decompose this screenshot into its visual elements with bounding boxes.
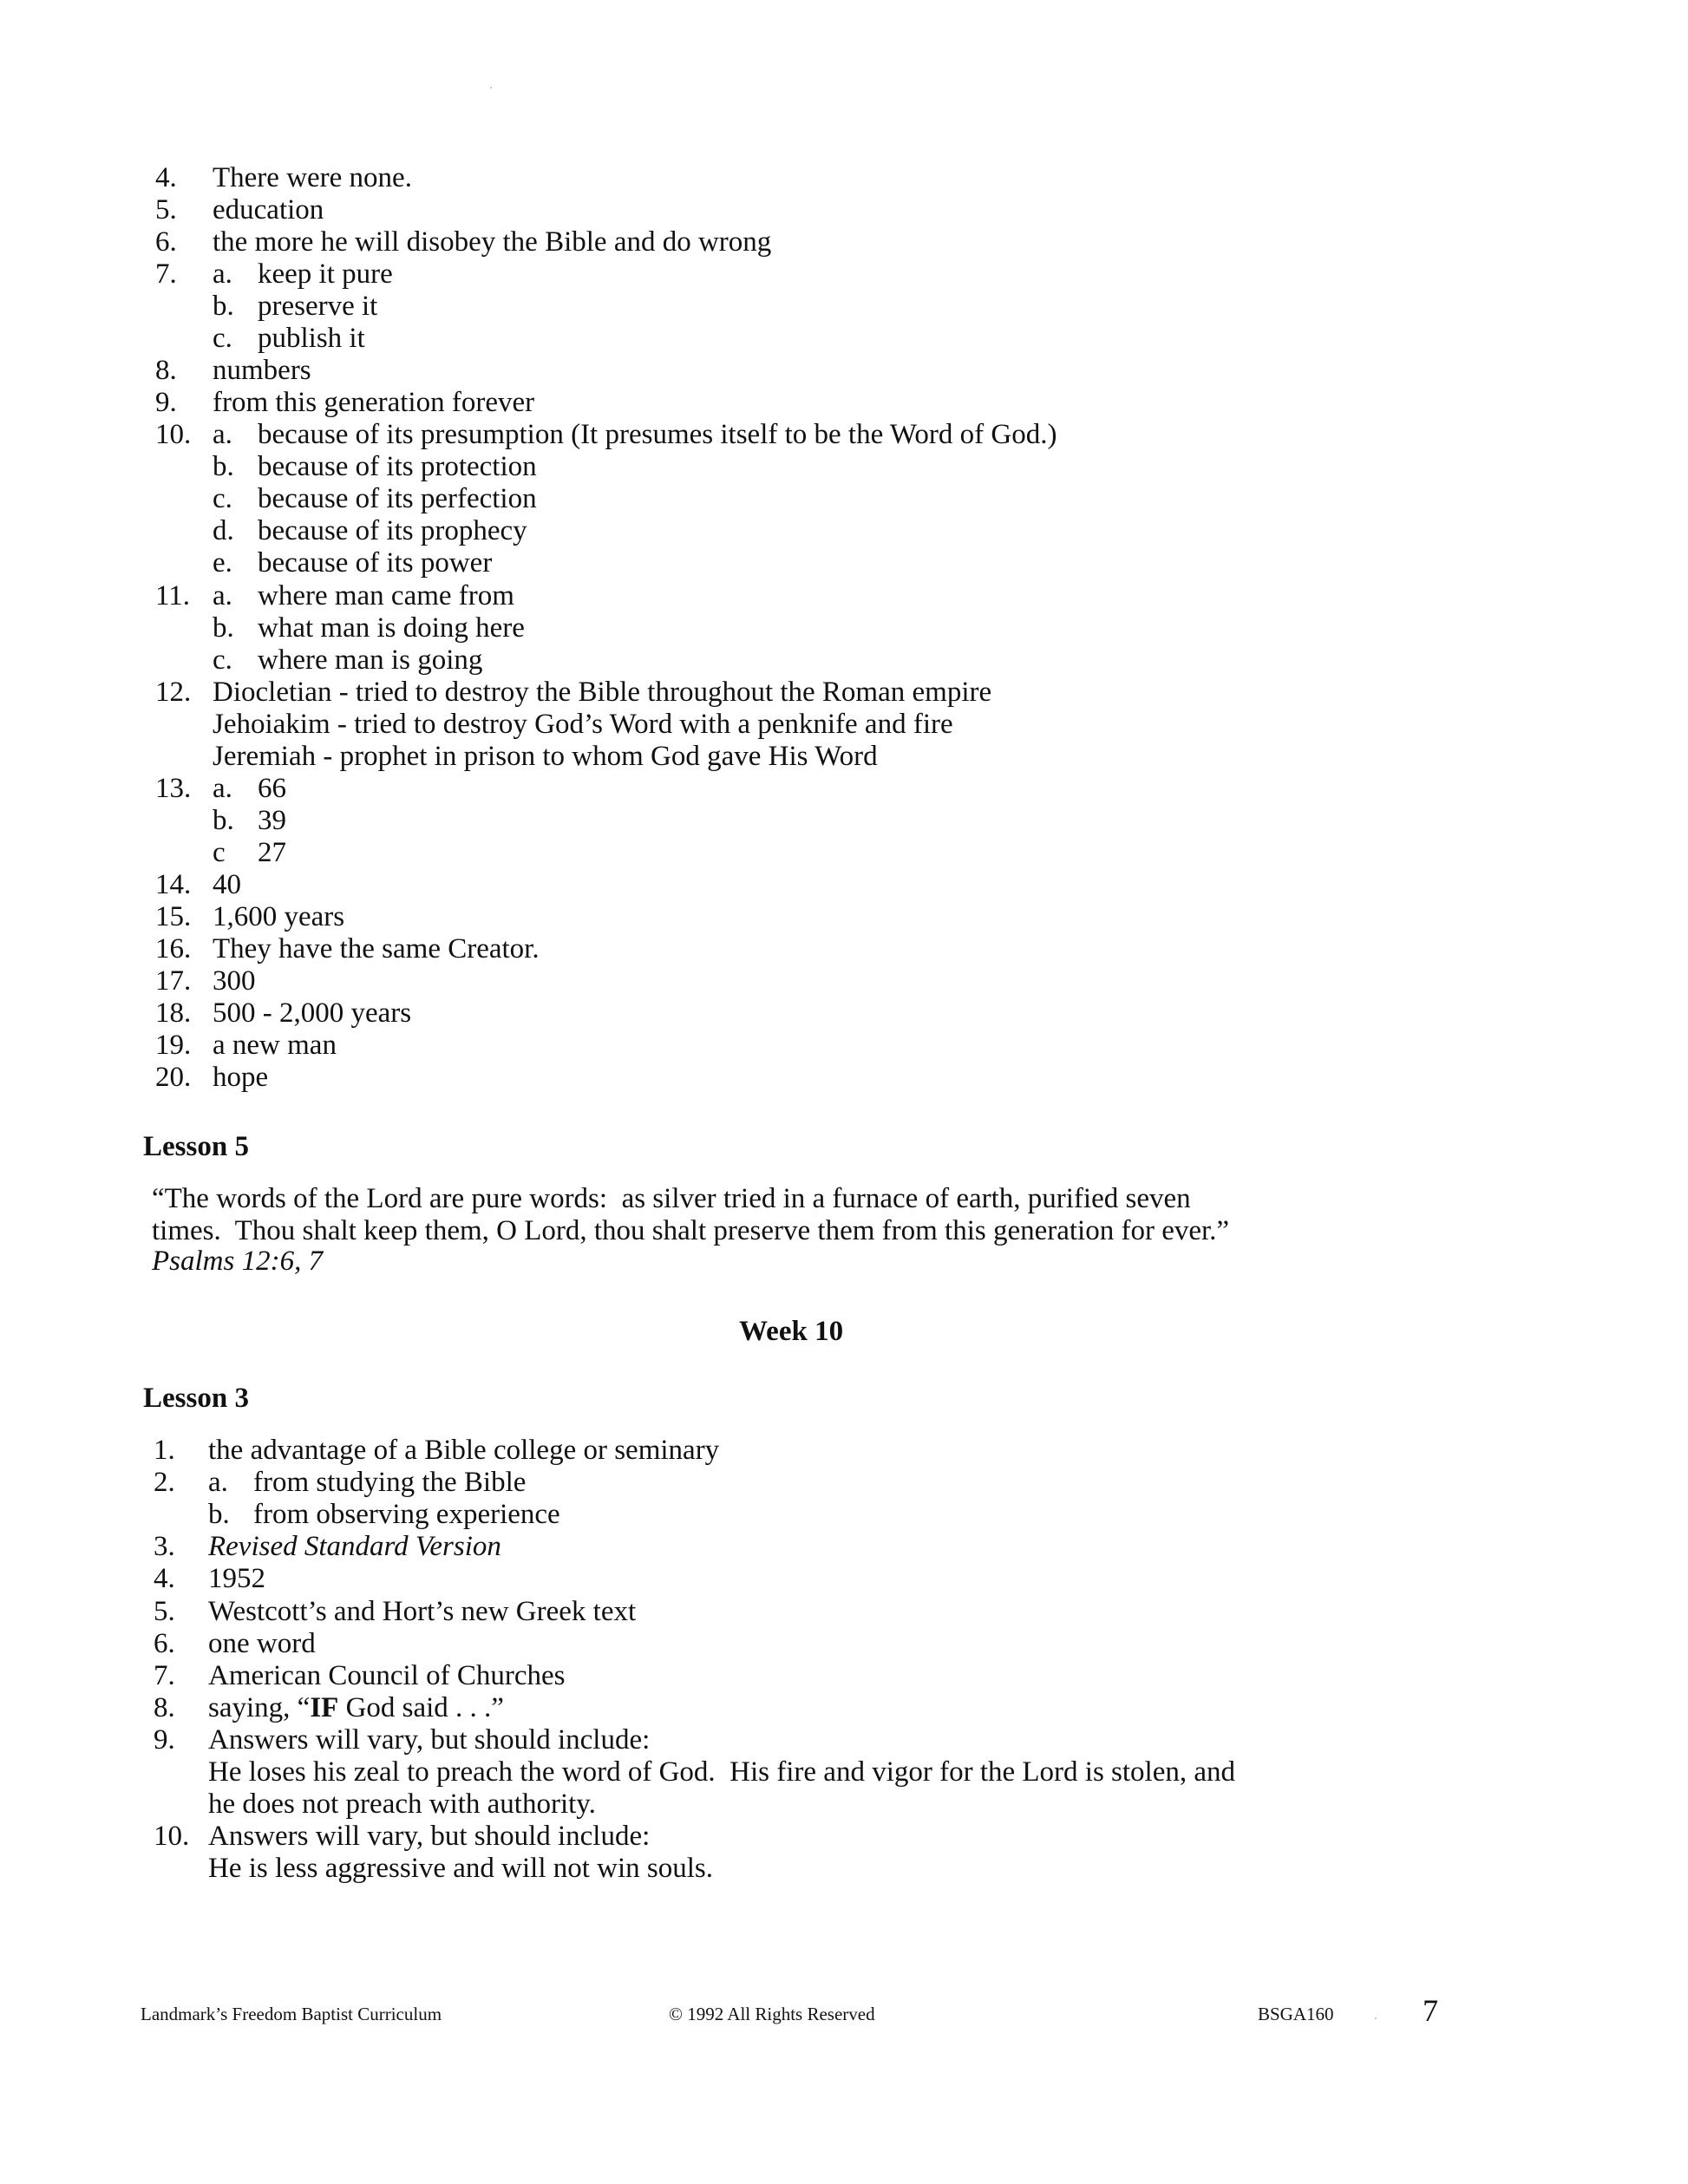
item-answer-text: publish it — [258, 323, 365, 354]
list-item — [0, 901, 1561, 933]
lesson-3-heading: Lesson 3 — [143, 1383, 249, 1414]
item-answer-text: education — [213, 194, 324, 226]
item-answer-text: what man is doing here — [258, 612, 525, 644]
item-answer-text: because of its protection — [258, 451, 537, 482]
list-item — [0, 355, 1561, 387]
sub-item-letter: c. — [213, 644, 232, 676]
item-answer-text: 27 — [258, 837, 286, 868]
item-answer-text: preserve it — [258, 291, 378, 322]
list-item — [0, 644, 1561, 677]
item-answer-text: he does not preach with authority. — [208, 1788, 596, 1820]
answer-text-emphasis: IF — [310, 1692, 339, 1723]
item-number: 17. — [155, 965, 192, 997]
item-answer-text: 1,600 years — [213, 901, 345, 932]
list-item — [0, 837, 1561, 869]
list-item — [0, 1821, 1561, 1853]
item-number: 2. — [154, 1467, 175, 1498]
item-number: 5. — [154, 1596, 175, 1627]
list-item — [0, 1499, 1561, 1531]
list-item — [0, 1660, 1561, 1692]
sub-item-letter: b. — [213, 612, 234, 644]
item-answer-text: keep it pure — [258, 258, 393, 290]
list-item — [0, 483, 1561, 515]
list-item — [0, 965, 1561, 997]
list-item — [0, 1062, 1561, 1094]
list-item — [0, 547, 1561, 579]
item-number: 15. — [155, 901, 192, 932]
sub-item-letter: d. — [213, 515, 234, 546]
list-item — [0, 387, 1561, 419]
sub-item-letter: c — [213, 837, 226, 868]
item-number: 16. — [155, 933, 192, 964]
sub-item-letter: c. — [213, 323, 232, 354]
sub-item-letter: e. — [213, 547, 232, 579]
item-number: 8. — [154, 1692, 175, 1723]
item-answer-text: from studying the Bible — [253, 1467, 527, 1498]
item-answer-text: because of its presumption (It presumes itself to be the Word of God.) — [258, 419, 1057, 450]
item-answer-text: They have the same Creator. — [213, 933, 540, 964]
list-item — [0, 709, 1561, 741]
item-number: 5. — [155, 194, 177, 226]
item-answer-text: Westcott’s and Hort’s new Greek text — [208, 1596, 637, 1627]
item-number: 6. — [154, 1628, 175, 1659]
item-answer-text: American Council of Churches — [208, 1660, 566, 1691]
list-item — [0, 451, 1561, 483]
item-number: 19. — [155, 1030, 192, 1061]
list-item — [0, 226, 1561, 258]
item-answer-text: 39 — [258, 805, 286, 836]
sub-item-letter: b. — [213, 291, 234, 322]
item-number: 11. — [155, 580, 191, 611]
item-number: 3. — [154, 1531, 175, 1562]
sub-item-letter: b. — [213, 805, 234, 836]
item-number: 10. — [155, 419, 192, 450]
scan-speck — [1375, 2017, 1377, 2019]
scan-speck — [490, 87, 492, 88]
list-item — [0, 997, 1561, 1030]
item-answer-text: because of its perfection — [258, 483, 537, 514]
item-number: 9. — [154, 1724, 175, 1756]
footer-publisher: Landmark’s Freedom Baptist Curriculum — [141, 2004, 442, 2024]
item-answer-text: He loses his zeal to preach the word of God. His fire and vigor for the Lord is stolen, and — [208, 1756, 1236, 1788]
list-item — [0, 1030, 1561, 1062]
item-number: 12. — [155, 677, 192, 708]
item-answer-text: Diocletian - tried to destroy the Bible throughout the Roman empire — [213, 677, 992, 708]
item-answer-text: the more he will disobey the Bible and do wrong — [213, 226, 772, 258]
week-10-heading: Week 10 — [739, 1316, 844, 1347]
footer-course-code: BSGA160 — [1258, 2004, 1334, 2024]
list-item — [0, 1467, 1561, 1499]
sub-item-letter: b. — [208, 1499, 230, 1530]
answer-text-post: God said . . .” — [338, 1692, 504, 1723]
sub-item-letter: b. — [213, 451, 234, 482]
list-item — [0, 291, 1561, 323]
list-item — [0, 1724, 1561, 1756]
scripture-quote-line-2: times. Thou shalt keep them, O Lord, thou shalt preserve them from this generation for ever.” — [152, 1215, 1230, 1246]
item-answer-text: because of its prophecy — [258, 515, 527, 546]
item-answer-text: where man came from — [258, 580, 514, 611]
item-answer-text: 1952 — [208, 1563, 265, 1594]
item-number: 14. — [155, 869, 192, 900]
page-number: 7 — [1423, 1993, 1438, 2028]
item-answer-text: There were none. — [213, 162, 412, 193]
list-item — [0, 1853, 1561, 1885]
list-item — [0, 515, 1561, 547]
sub-item-letter: a. — [213, 419, 232, 450]
item-answer-text: a new man — [213, 1030, 337, 1061]
list-item — [0, 741, 1561, 773]
item-answer-text: Jeremiah - prophet in prison to whom God gave His Word — [213, 741, 878, 772]
scripture-quote-line-1: “The words of the Lord are pure words: as silver tried in a furnace of earth, purified seven — [152, 1183, 1191, 1214]
list-item — [0, 677, 1561, 709]
item-number: 13. — [155, 773, 192, 804]
item-answer-text: from this generation forever — [213, 387, 535, 418]
item-number: 6. — [155, 226, 177, 258]
list-item — [0, 773, 1561, 805]
item-answer-text: Revised Standard Version — [208, 1531, 501, 1562]
list-item — [0, 805, 1561, 837]
item-answer-text: 66 — [258, 773, 286, 804]
lesson-5-heading: Lesson 5 — [143, 1131, 249, 1162]
item-answer-text: 300 — [213, 965, 256, 997]
list-item — [0, 194, 1561, 226]
item-number: 20. — [155, 1062, 192, 1093]
scripture-reference: Psalms 12:6, 7 — [152, 1246, 324, 1277]
list-item — [0, 1788, 1561, 1821]
list-item — [0, 933, 1561, 965]
list-item — [0, 1435, 1561, 1467]
item-answer-text: Jehoiakim - tried to destroy God’s Word with a penknife and fire — [213, 709, 953, 740]
list-item — [0, 1756, 1561, 1788]
answer-text-pre: saying, “ — [208, 1692, 311, 1723]
item-number: 9. — [155, 387, 177, 418]
item-number: 8. — [155, 355, 177, 386]
item-number: 18. — [155, 997, 192, 1029]
item-answer-text: 500 - 2,000 years — [213, 997, 412, 1029]
list-item — [0, 1531, 1561, 1563]
item-number: 7. — [154, 1660, 175, 1691]
item-number: 4. — [155, 162, 177, 193]
item-answer-text: the advantage of a Bible college or seminary — [208, 1435, 720, 1466]
list-item — [0, 323, 1561, 355]
list-item — [0, 1596, 1561, 1628]
list-item — [0, 580, 1561, 612]
list-item — [0, 612, 1561, 644]
item-answer-text: Answers will vary, but should include: — [208, 1821, 651, 1852]
item-answer-text — [208, 1692, 504, 1724]
item-answer-text: Answers will vary, but should include: — [208, 1724, 651, 1756]
item-answer-text: numbers — [213, 355, 311, 386]
sub-item-letter: c. — [213, 483, 232, 514]
list-item — [0, 869, 1561, 901]
sub-item-letter: a. — [208, 1467, 228, 1498]
list-item — [0, 1563, 1561, 1595]
item-number: 10. — [154, 1821, 190, 1852]
item-answer-text: from observing experience — [253, 1499, 560, 1530]
sub-item-letter: a. — [213, 258, 232, 290]
list-item — [0, 1692, 1561, 1724]
item-number: 1. — [154, 1435, 175, 1466]
sub-item-letter: a. — [213, 580, 232, 611]
item-answer-text: because of its power — [258, 547, 493, 579]
list-item — [0, 162, 1561, 194]
item-answer-text: one word — [208, 1628, 316, 1659]
list-item — [0, 258, 1561, 291]
item-number: 7. — [155, 258, 177, 290]
list-item — [0, 419, 1561, 451]
item-answer-text: where man is going — [258, 644, 483, 676]
item-number: 4. — [154, 1563, 175, 1594]
footer-copyright: © 1992 All Rights Reserved — [669, 2004, 875, 2024]
list-item — [0, 1628, 1561, 1660]
item-answer-text: He is less aggressive and will not win souls. — [208, 1853, 714, 1884]
sub-item-letter: a. — [213, 773, 232, 804]
item-answer-text: 40 — [213, 869, 241, 900]
item-answer-text: hope — [213, 1062, 269, 1093]
